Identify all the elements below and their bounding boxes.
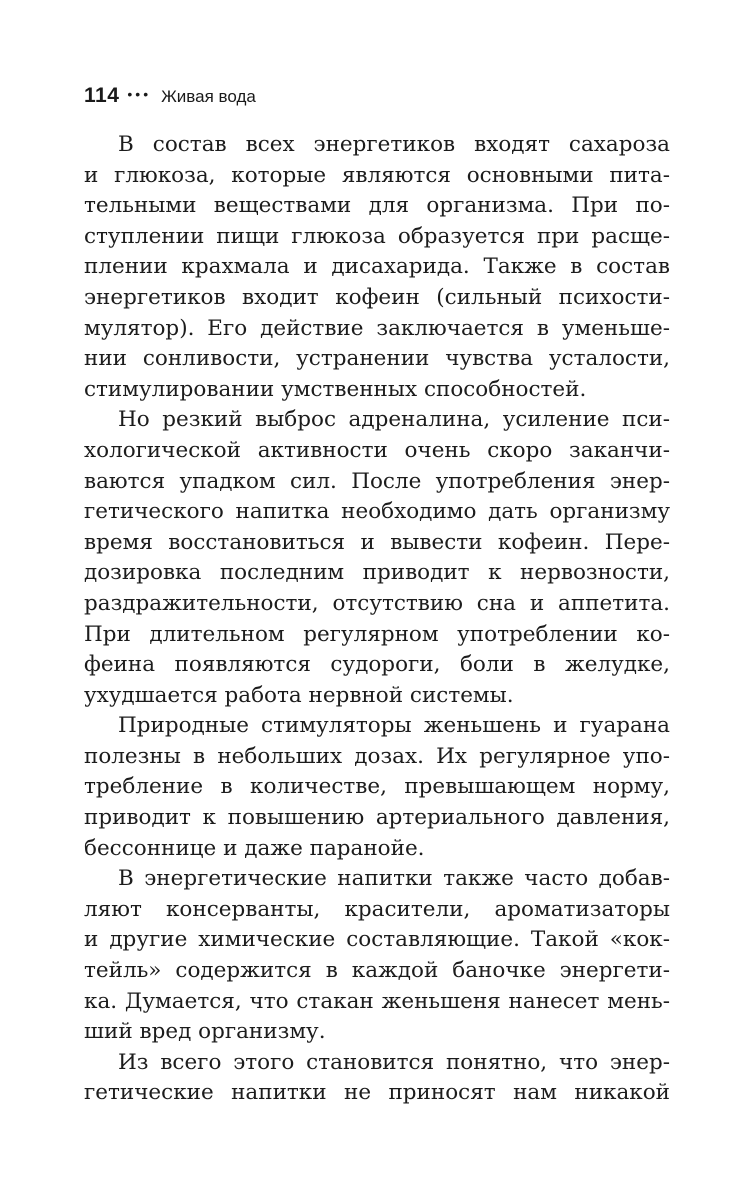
text-line: ухудшается работа нервной системы. <box>84 682 514 708</box>
text-line: ший вред организму. <box>84 1019 326 1045</box>
paragraph <box>84 405 670 711</box>
text-line: ляют консерванты, красители, ароматизаторы <box>84 896 670 922</box>
text-line: дозировка последним приводит к нервозности, <box>84 560 670 586</box>
text-line: ваются упадком сил. После употребления энер- <box>84 468 670 494</box>
text-line: ступлении пищи глюкоза образуется при расще- <box>84 223 670 249</box>
text-line: Но резкий выброс адреналина, усиление пси- <box>118 407 670 433</box>
text-line: и другие химические составляющие. Такой «кок- <box>84 927 670 953</box>
paragraph <box>84 711 670 864</box>
text-line: При длительном регулярном употреблении ко- <box>84 621 670 647</box>
text-line: В состав всех энергетиков входят сахароза <box>118 132 670 157</box>
text-line: нии сонливости, устранении чувства усталости, <box>84 346 670 372</box>
header-dots-ornament: ••• <box>127 86 152 102</box>
text-line: стимулировании умственных способностей. <box>84 376 587 402</box>
page-header <box>84 84 256 108</box>
text-line: мулятор). Его действие заключается в уменьше- <box>84 315 670 341</box>
text-line: гетические напитки не приносят нам никакой <box>84 1080 670 1106</box>
text-line: время восстановиться и вывести кофеин. Пере- <box>84 529 670 555</box>
text-line: Из всего этого становится понятно, что энер- <box>118 1049 670 1075</box>
text-line: требление в количестве, превышающем норму, <box>84 774 670 800</box>
text-line: и глюкоза, которые являются основными пита- <box>84 162 670 188</box>
text-line: хологической активности очень скоро заканчи- <box>84 437 670 463</box>
running-title: Живая вода <box>161 87 256 106</box>
text-line: плении крахмала и дисахарида. Также в состав <box>84 254 670 280</box>
text-line: полезны в небольших дозах. Их регулярное упо- <box>84 743 670 769</box>
text-line: феина появляются судороги, боли в желудке, <box>84 652 670 678</box>
text-line: энергетиков входит кофеин (сильный психости- <box>84 284 670 310</box>
text-line: Природные стимуляторы женьшень и гуарана <box>118 713 670 739</box>
text-line: ка. Думается, что стакан женьшеня нанесет мень- <box>84 988 670 1014</box>
text-line: раздражительности, отсутствию сна и аппетита. <box>84 590 670 616</box>
paragraph <box>84 130 670 405</box>
text-line: тельными веществами для организма. При по- <box>84 193 670 219</box>
text-line: тейль» содержится в каждой баночке энергети- <box>84 958 670 984</box>
text-line: В энергетические напитки также часто добав- <box>118 866 670 892</box>
paragraph <box>84 1048 670 1109</box>
text-line: бессоннице и даже паранойе. <box>84 835 425 861</box>
text-line: приводит к повышению артериального давления, <box>84 805 670 831</box>
paragraph <box>84 864 670 1048</box>
text-line: гетического напитка необходимо дать организму <box>84 499 670 525</box>
page-number: 114 <box>84 84 120 107</box>
body-text <box>84 130 670 1109</box>
